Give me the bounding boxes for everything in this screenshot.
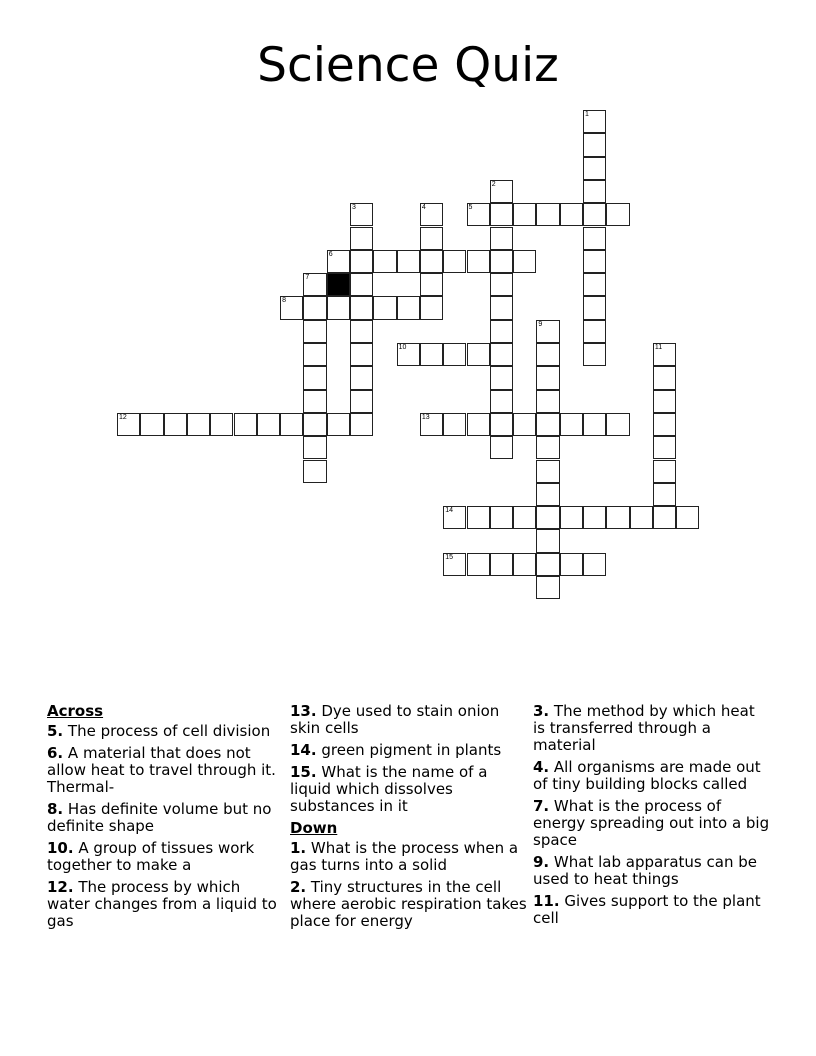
grid-cell[interactable] <box>303 390 326 413</box>
grid-cell[interactable] <box>490 506 513 529</box>
grid-cell[interactable] <box>513 413 536 436</box>
clue-across-13: 13. Dye used to stain onion skin cells <box>290 702 500 737</box>
grid-cell[interactable] <box>536 576 559 599</box>
grid-cell[interactable] <box>653 436 676 459</box>
grid-cell[interactable] <box>606 413 629 436</box>
grid-cell[interactable] <box>490 296 513 319</box>
cell-number: 1 <box>585 111 589 118</box>
cell-number: 6 <box>328 250 333 258</box>
cell-number: 2 <box>491 180 496 188</box>
grid-cell[interactable] <box>350 227 373 250</box>
grid-cell[interactable] <box>606 506 629 529</box>
cell-number: 10 <box>398 344 407 351</box>
clue-down-1: 1. What is the process when a gas turns into a solid <box>290 839 519 874</box>
clue-down-2: 2. Tiny structures in the cell where aerobic respiration takes place for energy <box>290 878 527 930</box>
grid-cell[interactable] <box>490 413 513 436</box>
grid-cell[interactable] <box>583 506 606 529</box>
grid-cell[interactable] <box>606 203 629 226</box>
grid-cell[interactable] <box>653 413 676 436</box>
grid-cell[interactable] <box>536 343 559 366</box>
grid-cell[interactable] <box>397 296 420 319</box>
grid-cell[interactable] <box>583 203 606 226</box>
grid-cell[interactable] <box>210 413 233 436</box>
clue-across-15: 15. What is the name of a liquid which dissolves substances in it <box>290 763 488 815</box>
grid-cell[interactable] <box>583 180 606 203</box>
grid-cell[interactable] <box>234 413 257 436</box>
grid-cell[interactable] <box>536 366 559 389</box>
grid-cell[interactable] <box>280 413 303 436</box>
grid-cell[interactable] <box>443 343 466 366</box>
grid-cell[interactable] <box>303 436 326 459</box>
grid-cell[interactable] <box>467 203 490 226</box>
grid-cell[interactable] <box>560 413 583 436</box>
grid-cell[interactable] <box>490 273 513 296</box>
grid-cell[interactable] <box>490 553 513 576</box>
across-heading: Across <box>47 702 104 720</box>
grid-cell[interactable] <box>373 250 396 273</box>
grid-cell[interactable] <box>653 390 676 413</box>
grid-cell[interactable] <box>420 250 443 273</box>
clue-across-8: 8. Has definite volume but no definite shape <box>47 800 272 835</box>
grid-cell[interactable] <box>350 413 373 436</box>
clue-across-12: 12. The process by which water changes from a liquid to gas <box>47 878 277 930</box>
grid-cell[interactable] <box>583 227 606 250</box>
grid-cell[interactable] <box>350 390 373 413</box>
grid-cell[interactable] <box>140 413 163 436</box>
clues-column-2 <box>290 703 528 935</box>
grid-cell[interactable] <box>420 273 443 296</box>
grid-cell[interactable] <box>583 553 606 576</box>
grid-cell[interactable] <box>490 436 513 459</box>
grid-cell[interactable] <box>303 460 326 483</box>
grid-cell[interactable] <box>653 366 676 389</box>
clue-down-7: 7. What is the process of energy spreading out into a big space <box>533 797 770 849</box>
cell-number: 5 <box>468 204 473 212</box>
grid-cell[interactable] <box>187 413 210 436</box>
grid-cell[interactable] <box>490 320 513 343</box>
grid-cell[interactable] <box>490 203 513 226</box>
grid-cell[interactable] <box>536 483 559 506</box>
grid-cell[interactable] <box>653 483 676 506</box>
grid-cell[interactable] <box>280 296 303 319</box>
grid-cell[interactable] <box>560 553 583 576</box>
cell-number: 7 <box>305 274 310 282</box>
clue-down-3: 3. The method by which heat is transferred through a material <box>533 702 755 754</box>
grid-cell[interactable] <box>513 553 536 576</box>
grid-cell[interactable] <box>583 320 606 343</box>
grid-cell[interactable] <box>490 180 513 203</box>
clue-across-14: 14. green pigment in plants <box>290 741 502 759</box>
grid-cell[interactable] <box>583 413 606 436</box>
grid-cell[interactable] <box>373 296 396 319</box>
cell-number: 11 <box>654 344 663 351</box>
grid-cell[interactable] <box>490 343 513 366</box>
cell-number: 15 <box>445 553 453 561</box>
grid-cell[interactable] <box>420 227 443 250</box>
grid-cell[interactable] <box>536 413 559 436</box>
grid-cell[interactable] <box>490 227 513 250</box>
cell-number: 12 <box>119 413 127 421</box>
grid-cell[interactable] <box>443 506 466 529</box>
grid-cell[interactable] <box>350 366 373 389</box>
grid-cell[interactable] <box>467 506 490 529</box>
grid-cell[interactable] <box>397 343 420 366</box>
grid-cell[interactable] <box>560 203 583 226</box>
cell-number: 14 <box>445 507 453 515</box>
down-heading: Down <box>290 819 338 837</box>
clue-across-5: 5. The process of cell division <box>47 722 271 740</box>
grid-cell[interactable] <box>350 296 373 319</box>
cell-number: 3 <box>352 204 356 212</box>
grid-cell[interactable] <box>327 413 350 436</box>
grid-cell[interactable] <box>303 273 326 296</box>
grid-cell[interactable] <box>583 250 606 273</box>
grid-cell[interactable] <box>536 553 559 576</box>
grid-cell[interactable] <box>303 366 326 389</box>
grid-cell[interactable] <box>583 343 606 366</box>
grid-cell[interactable] <box>583 157 606 180</box>
grid-cell[interactable] <box>490 390 513 413</box>
grid-cell[interactable] <box>303 296 326 319</box>
grid-cell[interactable] <box>536 436 559 459</box>
clue-across-6: 6. A material that does not allow heat to travel through it. Thermal- <box>47 744 276 796</box>
grid-cell[interactable] <box>443 250 466 273</box>
clue-across-10: 10. A group of tissues work together to make a <box>47 839 255 874</box>
grid-cell[interactable] <box>420 203 443 226</box>
grid-cell[interactable] <box>257 413 280 436</box>
grid-cell[interactable] <box>583 273 606 296</box>
grid-cell[interactable] <box>397 250 420 273</box>
grid-cell[interactable] <box>536 320 559 343</box>
grid-cell[interactable] <box>536 460 559 483</box>
grid-cell[interactable] <box>350 250 373 273</box>
grid-cell[interactable] <box>560 506 583 529</box>
grid-cell[interactable] <box>536 529 559 552</box>
grid-cell[interactable] <box>420 343 443 366</box>
clue-down-11: 11. Gives support to the plant cell <box>533 892 761 927</box>
grid-cell[interactable] <box>653 343 676 366</box>
grid-cell[interactable] <box>443 413 466 436</box>
grid-cell[interactable] <box>350 343 373 366</box>
grid-cell[interactable] <box>467 343 490 366</box>
grid-cell[interactable] <box>513 250 536 273</box>
clues-column-1 <box>47 703 285 935</box>
grid-cell[interactable] <box>303 343 326 366</box>
grid-cell[interactable] <box>117 413 140 436</box>
grid-cell[interactable] <box>164 413 187 436</box>
grid-cell[interactable] <box>467 413 490 436</box>
grid-cell[interactable] <box>467 553 490 576</box>
grid-cell[interactable] <box>513 506 536 529</box>
clue-down-9: 9. What lab apparatus can be used to heat things <box>533 853 757 888</box>
clue-down-4: 4. All organisms are made out of tiny building blocks called <box>533 758 761 793</box>
grid-cell[interactable] <box>467 250 490 273</box>
grid-cell[interactable] <box>536 390 559 413</box>
grid-cell[interactable] <box>303 320 326 343</box>
grid-cell[interactable] <box>420 413 443 436</box>
grid-cell[interactable] <box>583 133 606 156</box>
cell-number: 8 <box>282 297 286 305</box>
grid-cell[interactable] <box>583 296 606 319</box>
grid-cell[interactable] <box>303 413 326 436</box>
grid-cell[interactable] <box>350 273 373 296</box>
cell-number: 4 <box>421 204 426 212</box>
cell-number: 9 <box>538 320 543 328</box>
grid-cell[interactable] <box>327 296 350 319</box>
grid-cell[interactable] <box>490 366 513 389</box>
grid-cell[interactable] <box>583 110 606 133</box>
grid-cell[interactable] <box>630 506 653 529</box>
grid-cell[interactable] <box>653 506 676 529</box>
black-cell <box>327 273 350 296</box>
grid-cell[interactable] <box>490 250 513 273</box>
grid-cell[interactable] <box>653 460 676 483</box>
grid-cell[interactable] <box>536 506 559 529</box>
grid-cell[interactable] <box>420 296 443 319</box>
page-title: Science Quiz <box>257 38 559 93</box>
cell-number: 13 <box>421 413 430 421</box>
grid-cell[interactable] <box>350 320 373 343</box>
grid-cell[interactable] <box>327 250 350 273</box>
grid-cell[interactable] <box>513 203 536 226</box>
clues-column-3 <box>533 703 771 932</box>
grid-cell[interactable] <box>443 553 466 576</box>
grid-cell[interactable] <box>350 203 373 226</box>
grid-cell[interactable] <box>536 203 559 226</box>
grid-cell[interactable] <box>676 506 699 529</box>
